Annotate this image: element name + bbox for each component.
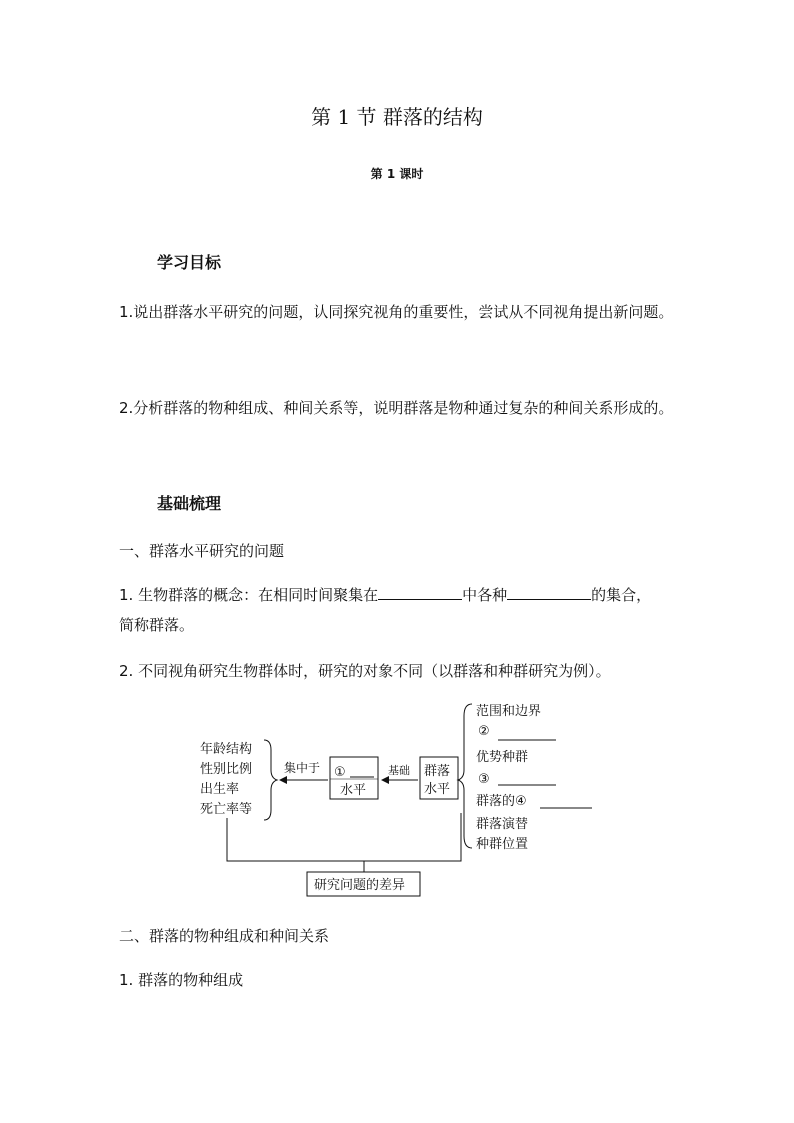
community-space-blank[interactable] (378, 585, 462, 600)
difference-label: 研究问题的差异 (314, 878, 406, 893)
objective-item-1: 1.说出群落水平研究的问题，认同探究视角的重要性，尝试从不同视角提出新问题。 (119, 303, 674, 321)
organisms-blank[interactable] (507, 585, 591, 600)
item1-text-middle: 中各种 (462, 586, 508, 604)
box1-label-1: ① (334, 765, 346, 780)
item2-text: 2. 不同视角研究生物群体时，研究的对象不同（以群落和种群研究为例）。 (119, 662, 611, 680)
section2-title: 二、群落的物种组成和种间关系 (119, 927, 330, 945)
community-item: 群落演替 (476, 817, 529, 832)
box2-label-2: 水平 (424, 782, 451, 797)
page-title: 第 1 节 群落的结构 (311, 105, 483, 129)
objective-item-2: 2.分析群落的物种组成、种间关系等，说明群落是物种通过复杂的种间关系形成的。 (119, 399, 674, 417)
population-item: 死亡率等 (200, 802, 253, 817)
community-item: 优势种群 (476, 750, 529, 765)
population-item: 性别比例 (200, 762, 253, 777)
population-brace (264, 740, 277, 820)
basis-label: 基础 (388, 764, 410, 777)
bottom-connector (227, 813, 461, 861)
page-subtitle: 第 1 课时 (370, 167, 424, 181)
section2-item1: 1. 群落的物种组成 (119, 971, 244, 989)
community-item: ③ (478, 772, 490, 787)
item1-text-before: 1. 生物群落的概念：在相同时间聚集在 (119, 586, 379, 604)
community-item: ② (478, 724, 490, 739)
population-item: 出生率 (200, 782, 240, 797)
community-item: 群落的④ (476, 794, 527, 809)
item1-line2: 简称群落。 (119, 616, 195, 634)
focus-label: 集中于 (284, 761, 321, 775)
box2-label-1: 群落 (424, 764, 451, 779)
community-brace (458, 704, 472, 848)
box1-label-2: 水平 (340, 783, 367, 798)
population-item: 年龄结构 (200, 742, 253, 757)
item1-text-after: 的集合， (591, 586, 652, 604)
section1-title: 一、群落水平研究的问题 (119, 542, 285, 560)
objectives-heading: 学习目标 (157, 253, 222, 272)
community-item: 种群位置 (476, 837, 529, 852)
community-item: 范围和边界 (476, 704, 542, 719)
basics-heading: 基础梳理 (157, 494, 222, 513)
item1-line1 (119, 584, 651, 605)
research-difference-diagram (180, 690, 620, 910)
